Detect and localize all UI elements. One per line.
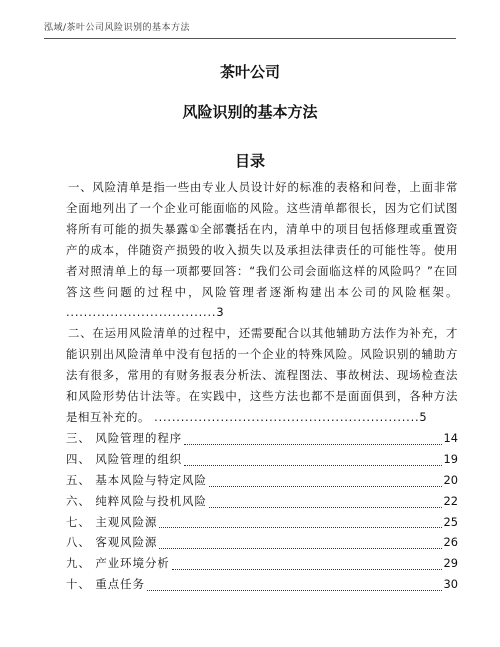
table-of-contents <box>66 177 458 595</box>
company-name: 茶叶公司 <box>219 63 280 81</box>
toc-page-number: 25 <box>443 514 458 529</box>
toc-entry-text <box>66 177 458 323</box>
running-header: 泓域/茶叶公司风险识别的基本方法 <box>44 23 191 33</box>
leader-dots: .................................. <box>66 305 217 320</box>
toc-entry-text <box>66 323 458 428</box>
toc-entry-6[interactable] <box>66 491 458 512</box>
toc-entry-3[interactable] <box>66 428 458 449</box>
toc-entry-2[interactable] <box>66 323 458 428</box>
leader-dots <box>159 526 441 528</box>
toc-page-number: 30 <box>443 577 458 592</box>
toc-page-number: 22 <box>443 493 458 508</box>
toc-entry-10[interactable] <box>66 574 458 595</box>
toc-entry-label: 四、 风险管理的组织 <box>66 451 183 466</box>
leader-dots <box>209 506 442 508</box>
leader-dots: ............................................................ <box>154 409 420 424</box>
document-title: 风险识别的基本方法 <box>182 103 318 121</box>
toc-entry-label: 九、 产业环境分析 <box>66 556 170 571</box>
toc-page-number: 3 <box>216 305 225 320</box>
toc-heading: 目录 <box>234 152 265 170</box>
toc-entry-9[interactable] <box>66 553 458 574</box>
toc-entry-5[interactable] <box>66 470 458 491</box>
toc-page-number: 19 <box>443 451 458 466</box>
toc-page-number: 14 <box>443 430 458 445</box>
toc-entry-8[interactable] <box>66 532 458 553</box>
header-divider <box>44 38 456 39</box>
toc-entry-label: 八、 客观风险源 <box>66 535 158 550</box>
toc-entry-label: 六、 纯粹风险与投机风险 <box>66 493 207 508</box>
toc-page-number: 29 <box>443 556 458 571</box>
toc-page-number: 26 <box>443 535 458 550</box>
toc-entry-body: 风险清单是指一些由专业人员设计好的标准的表格和问卷，上面非常全面地列出了一个企业可能面临的风险。这些清单都很长，因为它们试图将所有可能的损失暴露①全部囊括在内，清单中的项目包括修理或重置资产的成本，伴随资产损毁的收入损失以及承担法律责任的可能性等。使用者对照清单上的每一项都要回答：“我们公司会面临这样的风险吗？”在回答这些问题的过程中，风险管理者逐渐构建出本公司的风险框架。 <box>66 180 458 299</box>
toc-entry-tail <box>154 410 427 424</box>
toc-entry-7[interactable] <box>66 512 458 533</box>
toc-entry-body: 在运用风险清单的过程中，还需要配合以其他辅助方法作为补充，才能识别出风险清单中没有包括的一个企业的特殊风险。风险识别的辅助方法有很多，常用的有财务报表分析法、流程图法、事故树法、现场检查法和风险形势估计法等。在实践中，这些方法也都不是面面俱到，各种方法是相互补充的。 <box>66 326 458 424</box>
toc-entry-number: 一、 <box>68 180 93 194</box>
toc-entry-label: 七、 主观风险源 <box>66 514 158 529</box>
toc-entry-label: 五、 基本风险与特定风险 <box>66 472 207 487</box>
leader-dots <box>184 443 441 445</box>
toc-entry-number: 二、 <box>68 326 93 341</box>
leader-dots <box>172 568 442 570</box>
toc-entry-label: 三、 风险管理的程序 <box>66 430 183 445</box>
toc-entry-1[interactable] <box>66 177 458 323</box>
leader-dots <box>159 547 441 549</box>
toc-entry-4[interactable] <box>66 449 458 470</box>
toc-entry-label: 十、 重点任务 <box>66 577 145 592</box>
leader-dots <box>209 485 442 487</box>
toc-entry-tail <box>66 305 224 319</box>
leader-dots <box>184 464 441 466</box>
toc-page-number: 5 <box>419 409 428 424</box>
leader-dots <box>147 589 442 591</box>
toc-page-number: 20 <box>443 472 458 487</box>
